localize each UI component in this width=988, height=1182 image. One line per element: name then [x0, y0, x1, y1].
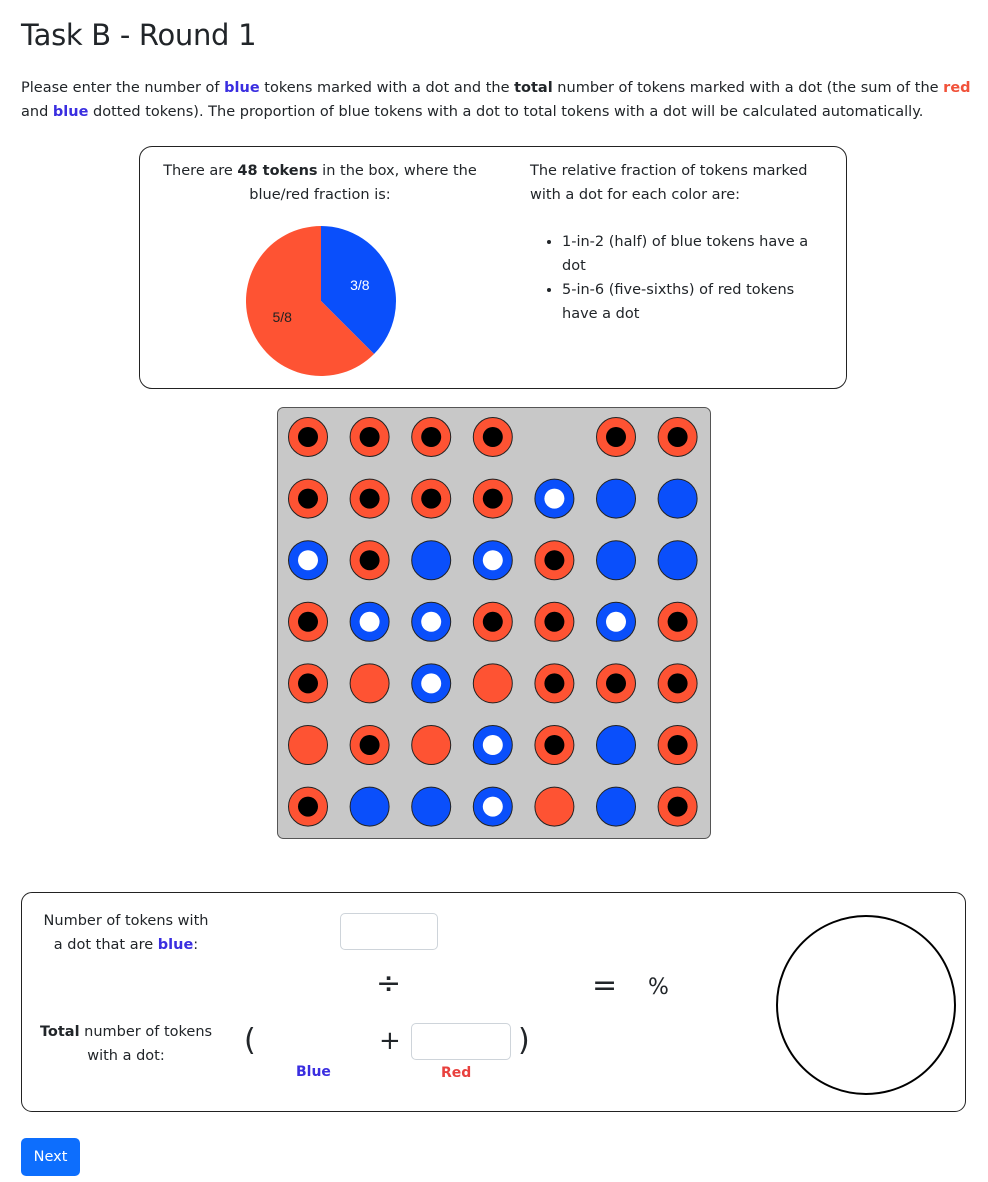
red-dotted-token [350, 479, 389, 518]
blue-dotted-token [412, 664, 451, 703]
blue-count-label: Number of tokens with a dot that are blue: [43, 913, 209, 953]
red-dotted-token [658, 787, 697, 826]
red-dotted-token [350, 418, 389, 457]
red-token [350, 664, 389, 703]
red-dotted-token [350, 726, 389, 765]
red-dotted-token [289, 479, 328, 518]
blue-token [412, 787, 451, 826]
total-count-label: Total number of tokens with a dot: [39, 1024, 213, 1064]
red-dotted-token [289, 602, 328, 641]
red-dotted-token [289, 418, 328, 457]
blue-token [658, 479, 697, 518]
result-pie-circle [776, 915, 956, 1095]
red-dotted-token [658, 664, 697, 703]
blue-keyword-2: blue [52, 104, 89, 120]
blue-token [350, 787, 389, 826]
blue-token [597, 541, 636, 580]
info-panel [139, 146, 847, 389]
red-dotted-token [535, 602, 574, 641]
red-dotted-token [597, 418, 636, 457]
red-dotted-token [535, 664, 574, 703]
red-dotted-token [658, 418, 697, 457]
blue-token [597, 479, 636, 518]
red-caption: Red [441, 1065, 472, 1081]
equals-symbol: = [592, 968, 618, 1003]
red-dotted-token [412, 479, 451, 518]
divide-symbol: ÷ [376, 966, 402, 1001]
token-board [277, 407, 711, 839]
blue-dotted-token [289, 541, 328, 580]
blue-caption: Blue [296, 1064, 331, 1080]
page-title: Task B - Round 1 [21, 18, 257, 52]
blue-dotted-token [597, 602, 636, 641]
red-keyword: red [943, 80, 971, 96]
percent-result: % [648, 975, 669, 1000]
blue-dotted-token [473, 787, 512, 826]
red-dotted-token [658, 602, 697, 641]
red-dotted-token [597, 664, 636, 703]
next-button[interactable]: Next [21, 1138, 80, 1176]
red-dotted-token [289, 664, 328, 703]
blue-token [597, 787, 636, 826]
red-token [289, 726, 328, 765]
red-dot-count-input[interactable] [411, 1023, 511, 1060]
blue-token [412, 541, 451, 580]
red-token [535, 787, 574, 826]
red-token [473, 664, 512, 703]
pie-label-1: 5/8 [272, 309, 292, 326]
red-dotted-token [473, 418, 512, 457]
pie-label-0: 3/8 [350, 276, 370, 293]
blue-dot-count-input[interactable] [340, 913, 438, 950]
red-dotted-token [535, 541, 574, 580]
red-dotted-token [473, 479, 512, 518]
blue-keyword: blue [224, 80, 260, 96]
fraction-pie-chart [245, 225, 397, 377]
blue-dot-fraction: • 1-in-2 (half) of blue tokens have a dot [562, 230, 820, 278]
dot-fraction-heading: The relative fraction of tokens marked with a dot for each color are: [530, 163, 808, 203]
red-dotted-token [350, 541, 389, 580]
red-dotted-token [535, 726, 574, 765]
plus-symbol: + [379, 1026, 401, 1056]
blue-token [597, 726, 636, 765]
calculation-panel [21, 892, 966, 1112]
blue-dotted-token [473, 726, 512, 765]
red-dotted-token [473, 602, 512, 641]
blue-dotted-token [535, 479, 574, 518]
token-count-text: There are 48 tokens in the box, where the blue/red fraction is: [163, 163, 477, 203]
blue-token [658, 541, 697, 580]
instructions: Please enter the number of blue tokens marked with a dot and the total number of tokens marked with a dot (the sum of the red and blue dotted tokens). The proportion of blue tokens with a dot to total tokens with a dot will be calculated automatically. [21, 80, 971, 120]
red-dotted-token [289, 787, 328, 826]
red-token [412, 726, 451, 765]
red-dot-fraction: • 5-in-6 (five-sixths) of red tokens have a dot [562, 278, 820, 326]
dot-fraction-panel [530, 159, 820, 326]
total-keyword: total [514, 80, 553, 96]
red-dotted-token [658, 726, 697, 765]
red-dotted-token [412, 418, 451, 457]
blue-dotted-token [350, 602, 389, 641]
close-paren: ) [518, 1023, 530, 1058]
blue-dotted-token [473, 541, 512, 580]
blue-dotted-token [412, 602, 451, 641]
open-paren: ( [244, 1023, 256, 1058]
